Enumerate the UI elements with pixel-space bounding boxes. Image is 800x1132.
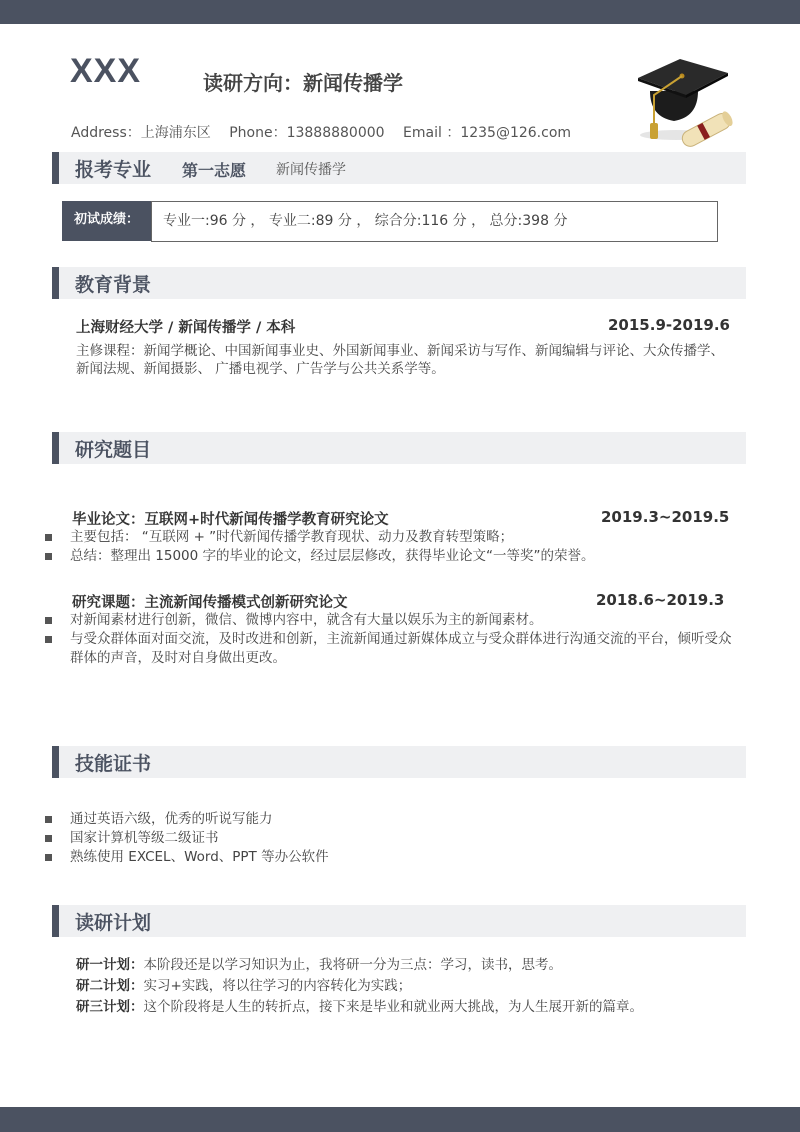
bottom-bar: [0, 1107, 800, 1132]
bullet-icon: [45, 854, 52, 861]
thesis-point-text: 主要包括： “互联网 + ”时代新闻传播学教育现状、动力及教育转型策略；: [70, 529, 514, 545]
major-section-title: 报考专业: [75, 159, 152, 181]
list-item: [44, 630, 734, 668]
skill-text: 熟练使用 EXCEL、Word、PPT 等办公软件: [70, 849, 329, 865]
skills-list: [44, 810, 734, 867]
applicant-name: XXX: [70, 52, 142, 90]
bullet-icon: [45, 617, 52, 624]
score-label: 初试成绩：: [62, 201, 151, 241]
skills-section-title: 技能证书: [75, 753, 152, 775]
section-marker: [52, 905, 59, 937]
thesis-point-text: 总结：整理出 15000 字的毕业的论文，经过层层修改，获得毕业论文“一等奖”的荣誉。: [70, 548, 595, 564]
education-section-title: 教育背景: [75, 274, 152, 296]
education-date: 2015.9-2019.6: [608, 316, 730, 334]
list-item: [44, 848, 734, 867]
school-info: 上海财经大学 / 新闻传播学 / 本科: [76, 320, 296, 336]
skills-section-header: [52, 746, 746, 778]
research-section-title: 研究题目: [75, 439, 152, 461]
plan-text: 实习+实践，将以往学习的内容转化为实践；: [143, 978, 412, 994]
plan-item-3: [76, 998, 726, 1017]
project-points: [44, 611, 734, 668]
top-bar: [0, 0, 800, 24]
thesis-title: 毕业论文：互联网+时代新闻传播学教育研究论文: [72, 512, 389, 528]
study-direction: 读研方向：新闻传播学: [203, 71, 403, 95]
phone-text: Phone：13888880000: [229, 125, 385, 141]
list-item: [44, 528, 734, 547]
graduation-cap-photo: [636, 43, 734, 161]
skill-text: 国家计算机等级二级证书: [70, 830, 219, 846]
plan-item-2: [76, 977, 726, 996]
research-section-header: [52, 432, 746, 464]
list-item: [44, 611, 734, 630]
contact-line: [71, 122, 585, 142]
section-marker: [52, 267, 59, 299]
email-text: Email ：1235@126.com: [403, 125, 572, 141]
thesis-points: [44, 528, 734, 566]
major-name: 新闻传播学: [276, 162, 346, 178]
section-marker: [52, 152, 59, 184]
bullet-icon: [45, 534, 52, 541]
plan-section-title: 读研计划: [75, 912, 152, 934]
plan-text: 本阶段还是以学习知识为止，我将研一分为三点：学习，读书，思考。: [143, 957, 562, 973]
project-point-text: 与受众群体面对面交流，及时改进和创新，主流新闻通过新媒体成立与受众群体进行沟通交流的平台，倾听受众群体的声音，及时对自身做出更改。: [70, 631, 732, 666]
score-text: 专业一:96 分 ， 专业二:89 分 ， 综合分:116 分 ， 总分:398 分: [163, 213, 568, 229]
list-item: [44, 810, 734, 829]
education-section-header: [52, 267, 746, 299]
list-item: [44, 547, 734, 566]
thesis-date: 2019.3~2019.5: [601, 508, 730, 526]
courses-content: 主修课程：新闻学概论、中国新闻事业史、外国新闻事业、新闻采访与写作、新闻编辑与评论、大众传播学、新闻法规、新闻摄影、 广播电视学、广告学与公共关系学等。: [76, 343, 724, 377]
major-section-header: [52, 152, 746, 184]
score-box: [151, 201, 718, 242]
plan-section-header: [52, 905, 746, 937]
plan-label: 研二计划：: [76, 978, 144, 994]
plan-label: 研三计划：: [76, 999, 144, 1015]
skill-text: 通过英语六级，优秀的听说写能力: [70, 811, 273, 827]
plan-item-1: [76, 956, 726, 975]
bullet-icon: [45, 835, 52, 842]
section-marker: [52, 432, 59, 464]
plan-label: 研一计划：: [76, 957, 144, 973]
address-text: Address：上海浦东区: [71, 125, 211, 141]
bullet-icon: [45, 636, 52, 643]
list-item: [44, 829, 734, 848]
graduation-cap-icon: [636, 43, 734, 161]
first-choice-label: 第一志愿: [182, 161, 247, 180]
project-title: 研究课题：主流新闻传播模式创新研究论文: [72, 595, 348, 611]
courses-text: [76, 342, 726, 378]
bullet-icon: [45, 816, 52, 823]
project-date: 2018.6~2019.3: [596, 591, 725, 609]
section-marker: [52, 746, 59, 778]
bullet-icon: [45, 553, 52, 560]
plan-text: 这个阶段将是人生的转折点，接下来是毕业和就业两大挑战，为人生展开新的篇章。: [143, 999, 643, 1015]
project-point-text: 对新闻素材进行创新，微信、微博内容中，就含有大量以娱乐为主的新闻素材。: [70, 612, 543, 628]
